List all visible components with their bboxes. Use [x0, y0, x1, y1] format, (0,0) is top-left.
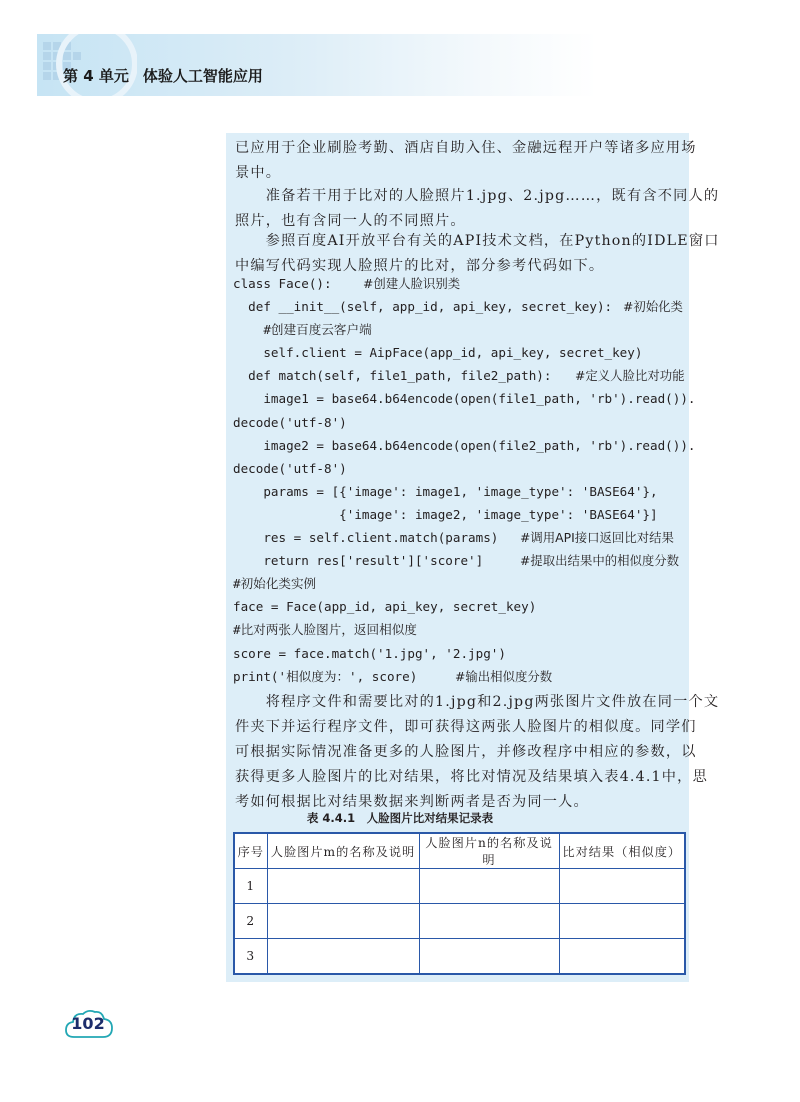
code-text: def match(self, file1_path, file2_path): — [233, 368, 552, 384]
code-line — [233, 526, 685, 549]
paragraph-line: 已应用于企业刷脸考勤、酒店自助入住、金融远程开户等诸多应用场 — [235, 140, 697, 156]
paragraph-line: 参照百度AI开放平台有关的API技术文档，在Python的IDLE窗口 — [235, 233, 720, 249]
paragraph-line: 将程序文件和需要比对的1.jpg和2.jpg两张图片文件放在同一个文 — [235, 694, 720, 710]
row-index: 2 — [234, 904, 267, 939]
table-row — [234, 869, 685, 904]
table-row — [234, 904, 685, 939]
cell-image-m[interactable] — [267, 869, 419, 904]
code-line — [233, 364, 685, 387]
header-result: 比对结果（相似度） — [559, 833, 685, 869]
header-index: 序号 — [234, 833, 267, 869]
code-line — [233, 665, 685, 688]
code-text: #创建百度云客户端 — [233, 322, 372, 338]
code-line — [233, 572, 685, 595]
code-line — [233, 595, 685, 618]
code-text: decode('utf-8') — [233, 460, 347, 476]
code-comment: #输出相似度分数 — [455, 668, 553, 684]
cell-image-m[interactable] — [267, 939, 419, 974]
code-line — [233, 387, 696, 410]
paragraph-line: 中编写代码实现人脸照片的比对，部分参考代码如下。 — [235, 258, 605, 274]
paragraph-line: 件夹下并运行程序文件，即可获得这两张人脸图片的相似度。同学们 — [235, 719, 697, 735]
code-line — [233, 295, 685, 318]
code-line — [233, 318, 685, 341]
cell-image-n[interactable] — [419, 904, 559, 939]
page-number: 102 — [71, 1014, 105, 1033]
code-text: decode('utf-8') — [233, 414, 347, 430]
header-image-n: 人脸图片n的名称及说明 — [419, 833, 559, 869]
code-line — [233, 480, 685, 503]
cell-result[interactable] — [559, 869, 685, 904]
code-text: def __init__(self, app_id, api_key, secret_key): — [233, 299, 613, 315]
code-line — [233, 434, 696, 457]
cell-image-n[interactable] — [419, 939, 559, 974]
paragraph-line: 考如何根据比对结果数据来判断两者是否为同一人。 — [235, 794, 589, 810]
code-line — [233, 272, 685, 295]
code-text: #比对两张人脸图片，返回相似度 — [233, 622, 417, 638]
cell-image-m[interactable] — [267, 904, 419, 939]
paragraph-line: 可根据实际情况准备更多的人脸图片，并修改程序中相应的参数，以 — [235, 744, 697, 760]
comparison-record-table — [233, 832, 686, 975]
code-comment: #提取出结果中的相似度分数 — [520, 553, 680, 569]
code-comment: #创建人脸识别类 — [363, 276, 461, 291]
code-line — [233, 341, 685, 364]
code-text: score = face.match('1.jpg', '2.jpg') — [233, 645, 506, 661]
code-text: #初始化类实例 — [233, 576, 317, 592]
code-text: params = [{'image': image1, 'image_type': 'BASE64'}, — [233, 483, 658, 499]
table-caption: 表 4.4.1 人脸图片比对结果记录表 — [306, 811, 494, 825]
cell-result[interactable] — [559, 939, 685, 974]
row-index: 1 — [234, 869, 267, 904]
table-header-row — [234, 833, 685, 869]
code-line — [233, 642, 685, 665]
code-text: self.client = AipFace(app_id, api_key, secret_key) — [233, 345, 643, 361]
code-text: return res['result']['score'] — [233, 553, 484, 569]
table-row — [234, 939, 685, 974]
code-comment: #调用API接口返回比对结果 — [520, 530, 674, 546]
unit-title — [63, 65, 277, 86]
paragraph-4 — [235, 690, 720, 815]
code-comment: #初始化类 — [623, 299, 683, 315]
row-index: 3 — [234, 939, 267, 974]
code-comment: #定义人脸比对功能 — [575, 368, 685, 384]
code-text: image1 = base64.b64encode(open(file1_path, 'rb').read()). — [233, 391, 696, 407]
code-line — [233, 549, 685, 572]
paragraph-1 — [235, 136, 697, 186]
code-line — [233, 618, 685, 641]
code-line — [233, 503, 685, 526]
unit-number: 第 4 单元 — [63, 67, 129, 85]
code-text: class Face(): — [233, 276, 332, 291]
code-line — [233, 457, 685, 480]
paragraph-line: 照片，也有含同一人的不同照片。 — [235, 213, 466, 229]
cell-image-n[interactable] — [419, 869, 559, 904]
code-text: {'image': image2, 'image_type': 'BASE64'}] — [233, 506, 658, 522]
code-text: print('相似度为：', score) — [233, 668, 418, 684]
header-image-m: 人脸图片m的名称及说明 — [267, 833, 419, 869]
code-text: res = self.client.match(params) — [233, 530, 499, 546]
paragraph-2 — [235, 184, 720, 234]
unit-name: 体验人工智能应用 — [142, 67, 263, 85]
code-text: image2 = base64.b64encode(open(file2_path, 'rb').read()). — [233, 437, 696, 453]
code-text: face = Face(app_id, api_key, secret_key) — [233, 599, 537, 615]
code-line — [233, 411, 685, 434]
paragraph-line: 景中。 — [235, 165, 282, 181]
paragraph-line: 准备若干用于比对的人脸照片1.jpg、2.jpg……，既有含不同人的 — [235, 188, 720, 204]
code-block — [233, 272, 696, 688]
cell-result[interactable] — [559, 904, 685, 939]
paragraph-line: 获得更多人脸图片的比对结果，将比对情况及结果填入表4.4.1中，思 — [235, 769, 708, 785]
